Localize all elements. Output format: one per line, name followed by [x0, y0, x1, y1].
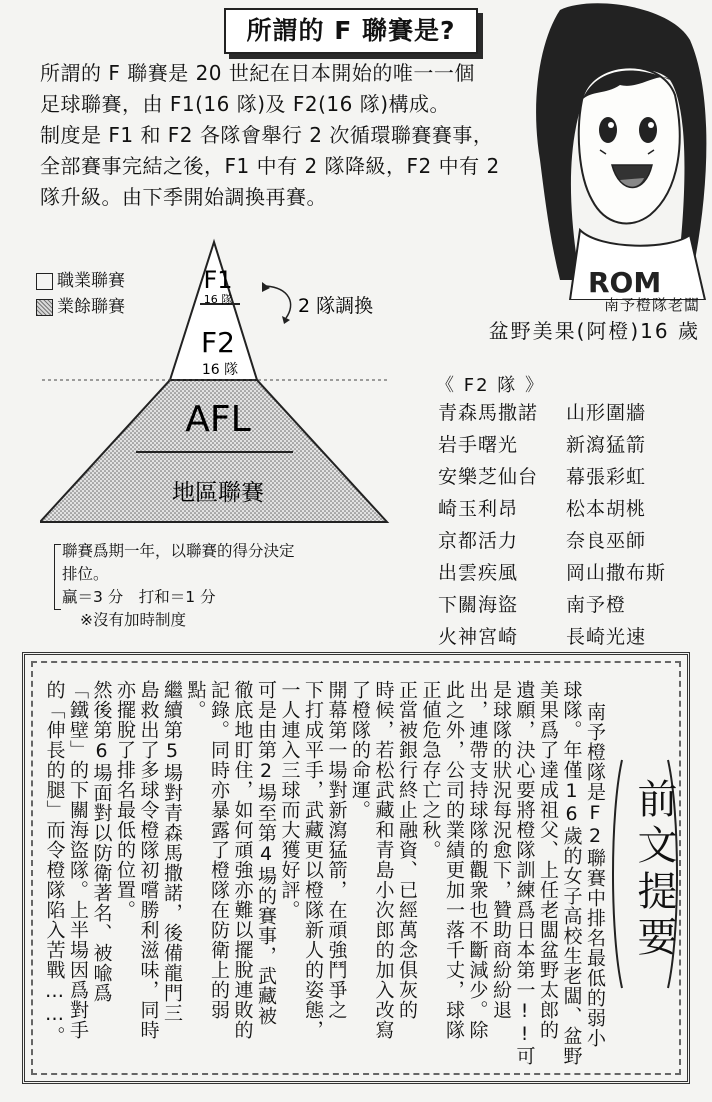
- team-name: 山形圍牆: [566, 402, 647, 424]
- rules-line: 排位。: [62, 565, 109, 583]
- pro-tiers: [170, 242, 257, 380]
- league-pyramid: [40, 238, 400, 528]
- team-name: 京都活力: [438, 530, 519, 552]
- intro-line: 全部賽事完結之後，F1 中有 2 隊降級，F2 中有 2: [40, 154, 500, 178]
- swap-arrow-icon: [266, 286, 291, 318]
- intro-line: 隊升級。由下季開始調換再賽。: [40, 185, 327, 209]
- team-name: 奈良巫師: [566, 530, 647, 552]
- summary-column: 此之外，公司的業績更加一落千丈，球隊: [443, 680, 465, 1040]
- tier-f2-sub: 16 隊: [201, 362, 239, 378]
- summary-column: 正値危急存亡之秋。: [419, 680, 442, 860]
- team-name: 火神宮崎: [438, 626, 519, 648]
- team-name: 幕張彩虹: [566, 466, 647, 488]
- tier-f1-sub: 16 隊: [203, 293, 233, 306]
- team-name: 青森馬撒諾: [438, 402, 539, 424]
- summary-column: 點。: [184, 680, 207, 720]
- team-name: 岩手曙光: [438, 434, 519, 456]
- summary-column: 繼續第5場對青森馬撒諾，後備龍門三: [161, 680, 183, 1023]
- rules-line: 聯賽爲期一年，以聯賽的得分決定: [62, 542, 295, 560]
- team-name: 出雲疾風: [438, 562, 519, 584]
- summary-column: 南予橙隊是F2聯賽中排名最低的弱小: [584, 702, 606, 1048]
- caption-team: 南予橙隊老闆: [603, 296, 700, 314]
- summary-column: 是球隊的狀況每況愈下，贊助商紛紛退: [490, 680, 512, 1020]
- team-name: 下關海盜: [438, 594, 519, 616]
- summary-title: 前文提要: [631, 778, 677, 962]
- summary-column: 正當被銀行終止融資、已經萬念俱灰的: [396, 680, 418, 1020]
- tier-regional: 地區聯賽: [172, 480, 264, 506]
- shirt-text: ROM: [588, 266, 662, 299]
- summary-column: 了橙隊的命運。: [349, 680, 371, 820]
- legend-pro-label: 職業聯賽: [57, 271, 125, 291]
- summary-column: 時候，若松武藏和青島小次郎的加入改寫: [372, 680, 395, 1040]
- intro-line: 制度是 F1 和 F2 各隊會舉行 2 次循環聯賽賽事，: [40, 123, 494, 147]
- summary-title-box: [612, 754, 678, 994]
- intro-line: 所謂的 F 聯賽是 20 世紀在日本開始的唯一一個: [40, 61, 475, 85]
- team-name: 安樂芝仙台: [438, 466, 539, 488]
- team-name: 崎玉利昂: [438, 498, 519, 520]
- summary-column: 徹底地盯住，如何頑強亦難以擺脫連敗的: [231, 680, 254, 1040]
- summary-column: 島救出了多球令橙隊初嚐勝利滋味，同時: [137, 680, 160, 1040]
- teams-heading: 《 F2 隊 》: [436, 375, 545, 396]
- team-name: 南予橙: [566, 594, 627, 616]
- summary-column: 球隊。年僅16歲的女子高校生老闆、盆野: [560, 680, 583, 1066]
- legend-amateur-label: 業餘聯賽: [57, 297, 125, 317]
- tier-f1: F1: [203, 266, 233, 294]
- summary-column: 記錄。同時亦暴露了橙隊在防衛上的弱: [208, 680, 230, 1020]
- summary-column: 然後第6場面對以防衛著名、被喩爲: [90, 680, 113, 1003]
- team-name: 新瀉猛箭: [566, 434, 647, 456]
- caption-name: 盆野美果(阿橙)16 歲: [488, 319, 700, 343]
- intro-text: [40, 58, 540, 213]
- team-name: 岡山撒布斯: [566, 562, 667, 584]
- rules-points: 贏＝3 分 打和＝1 分: [62, 588, 216, 606]
- swap-label: 2 隊調換: [298, 295, 374, 317]
- summary-column: 亦擺脫了排名最低的位置。: [114, 680, 136, 920]
- summary-column: 出，連帶支持球隊的觀衆也不斷減少。除: [466, 680, 489, 1040]
- team-name: 松本胡桃: [566, 498, 647, 520]
- summary-column: 一人連入三球而大獲好評。: [278, 680, 301, 920]
- summary-column: 「鐵壁」的下關海盜隊。上半場因爲對手: [67, 680, 89, 1040]
- intro-line: 足球聯賽，由 F1(16 隊)及 F2(16 隊)構成。: [40, 92, 450, 116]
- team-name: 長崎光速: [566, 626, 647, 648]
- tier-afl: AFL: [185, 399, 251, 440]
- character-illustration: [520, 0, 712, 300]
- summary-column: 遺願，決心要將橙隊訓練爲日本第一!!可: [513, 680, 536, 1066]
- summary-column: 可是由第2場至第4場的賽事，武藏被: [255, 680, 277, 1026]
- summary-column: 美果爲了達成祖父、上任老闆盆野太郎的: [537, 680, 559, 1040]
- summary-column: 的「伸長的腿」而令橙隊陷入苦戰……。: [43, 680, 66, 1046]
- tier-f2: F2: [201, 326, 235, 359]
- page-title: 所謂的 F 聯賽是?: [224, 8, 478, 54]
- rules-note: ※沒有加時制度: [80, 611, 186, 629]
- summary-column: 下打成平手，武藏更以橙隊新人的姿態，: [302, 680, 324, 1040]
- character-caption: [440, 294, 700, 344]
- summary-column: 開幕第一場對新瀉猛箭，在頑強鬥爭之: [325, 680, 348, 1020]
- rules-box: [62, 540, 362, 632]
